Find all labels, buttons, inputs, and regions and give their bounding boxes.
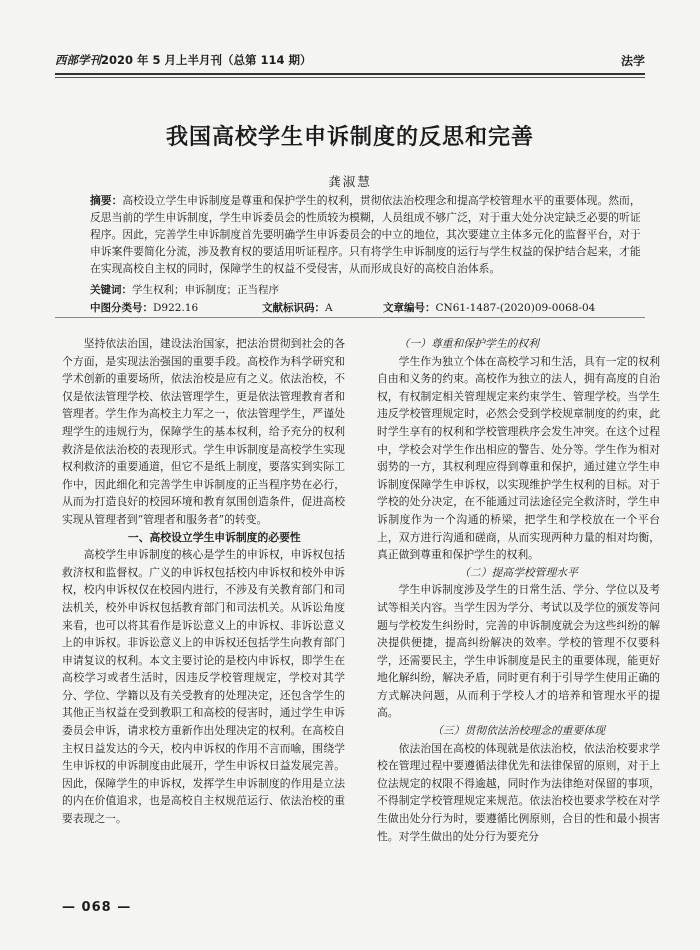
header-rule-thin <box>55 77 645 78</box>
doc-code-row <box>262 300 333 315</box>
keywords-text: 学生权利；申诉制度；正当程序 <box>132 284 279 296</box>
abstract <box>90 192 645 277</box>
journal-logo: 西部学刊 <box>55 53 101 67</box>
subsection-heading: （二）提高学校管理水平 <box>459 565 578 579</box>
subsection-heading: （一）尊重和保护学生的权利 <box>398 337 539 350</box>
page-number: — 068 — <box>62 900 132 915</box>
section-label: 法学 <box>620 54 645 68</box>
page-header <box>55 52 645 72</box>
keywords-row <box>90 282 279 297</box>
body-paragraph: 高校学生申诉制度的核心是学生的申诉权，申诉权包括救济权和监督权。广义的申诉权包括校内申诉权和校外申诉权，校内申诉权仅在校园内进行，不涉及有关教育部门和司法机关，校外申诉权包括教育部门和司法机关。从诉讼角度来看，也可以将其看作是诉讼意义上的申诉权、非诉讼意义上的申诉权。非诉讼意义上的申诉权还包括学生向教育部门申请复议的权利。本文主要讨论的是校内申诉权，即学生在高校学习或者生活时，因违反学校管理规定，学校对其学分、学位、学籍以及有关受教育的处理决定，还包含学生的其他正当权益在受到教职工和高校的侵害时，通过学生申诉委员会申诉，请求校方重新作出处理决定的权利。在高校自主权日益发达的今天，校内申诉权的作用不言而喻，围绕学生申诉权的申诉制度由此展开，学生申诉权日益发展完善。因此，保障学生的申诉权，发挥学生申诉制度的作用是立法的内在价值追求，也是高校自主权规范运行、依法治校的重要表现之一。 <box>62 548 345 826</box>
clc-label: 中图分类号： <box>90 302 153 314</box>
meta-divider <box>55 317 645 318</box>
issue-info: 2020 年 5 月上半月刊（总第 114 期） <box>101 53 312 67</box>
section-heading: 一、高校设立学生申诉制度的必要性 <box>127 530 301 544</box>
body-column-left <box>62 335 345 828</box>
article-title: 我国高校学生申诉制度的反思和完善 <box>165 124 534 150</box>
subsection-heading: （三）贯彻依法治校理念的重要体现 <box>432 724 605 738</box>
article-no-label: 文章编号： <box>383 302 436 314</box>
body-paragraph: 学生作为独立个体在高校学习和生活，具有一定的权利自由和义务的约束。高校作为独立的法人，拥有高度的自治权，有权制定相关管理规定来约束学生、管理学校。当学生违反学校管理规定时，必然会受到学校规章制度的约束，此时学生享有的权利和学校管理秩序会发生冲突。在这个过程中，学校会对学生作出相应的警告、处分等。学生作为相对弱势的一方，其权利理应得到尊重和保护，通过建立学生申诉制度保障学生申诉权，以实现维护学生权利的目标。对于学校的处分决定，在不能通过司法途径完全救济时，学生申诉制度作为一个沟通的桥梁，把学生和学校放在一个平台上，双方进行沟通和磋商，从而实现两种力量的相对均衡，真正做到尊重和保护学生的权利。 <box>377 354 660 562</box>
journal-info <box>55 52 312 68</box>
abstract-label: 摘要： <box>90 194 123 207</box>
body-column-right <box>377 335 660 845</box>
article-no-row <box>383 300 595 315</box>
doc-code-value: A <box>325 302 333 314</box>
article-author: 龚淑慧 <box>328 174 372 189</box>
clc-row <box>90 300 198 315</box>
body-paragraph: 坚持依法治国，建设法治国家，把法治贯彻到社会的各个方面，是实现法治强国的重要手段。高校作为科学研究和学术创新的重要场所，依法治校是应有之义。依法治校，不仅是依法管理学校、依法管理学生，更是依法管理教育者和管理者。学生作为高校主力军之一，依法管理学生，严谨处理学生的违规行为，保障学生的基本权利，给予充分的权利救济是依法治校的表现形式。学生申诉制度是高校学生实现权利救济的重要通道，但它不是纸上制度，要落实到实际工作中，因此细化和完善学生申诉制度的正当程序势在必行，从而为打造良好的校园环境和教育氛围创造条件，促进高校实现从管理者到“管理者和服务者”的转变。 <box>62 337 345 526</box>
article-no-value: CN61-1487-(2020)09-0068-04 <box>435 302 596 314</box>
keywords-label: 关键词： <box>90 284 132 296</box>
abstract-text: 高校设立学生申诉制度是尊重和保护学生的权利，贯彻依法治校理念和提高学校管理水平的重要体现。然而，反思当前的学生申诉制度，学生申诉委员会的性质较为模糊，人员组成不够广泛，对于重大处分决定缺乏必要的听证程序。因此，完善学生申诉制度首先要明确学生申诉委员会的中立的地位，其次要建立主体多元化的监督平台，对于申诉案件要简化分流，涉及教育权的要适用听证程序。只有将学生申诉制度的运行与学生权益的保护结合起来，才能在实现高校自主权的同时，保障学生的权益不受侵害，从而形成良好的高校自治体系。 <box>90 194 641 275</box>
clc-value: D922.16 <box>153 302 199 314</box>
doc-code-label: 文献标识码： <box>262 302 325 314</box>
body-paragraph: 依法治国在高校的体现就是依法治校，依法治校要求学校在管理过程中要遵循法律优先和法律保留的原则，对于上位法规定的权限不得逾越，同时作为法律绝对保留的事项，不得制定学校管理规定来规范。依法治校也要求学校在对学生做出处分行为时，要遵循比例原则，合目的性和最小损害性。对学生做出的处分行为要充分 <box>377 741 660 843</box>
body-paragraph: 学生申诉制度涉及学生的日常生活、学分、学位以及考试等相关内容。当学生因为学分、考试以及学位的颁发等问题与学校发生纠纷时，完善的申诉制度就会为这些纠纷的解决提供便捷，提高纠纷解决的效率。学校的管理不仅要科学，还需要民主，学生申诉制度是民主的重要体现，能更好地化解纠纷，解决矛盾，同时更有利于引导学生使用正确的方式解决问题，从而利于学校人才的培养和管理水平的提高。 <box>377 583 660 720</box>
header-rule <box>55 73 645 75</box>
